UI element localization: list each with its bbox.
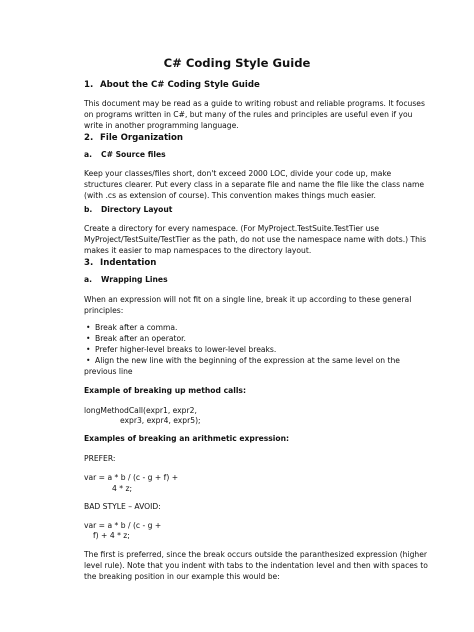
subsection-number: a. xyxy=(84,150,93,159)
paragraph-line: Keep your classes/files short, don't exceed 2000 LOC, divide your code up, make xyxy=(84,169,392,178)
subsection-label: Directory Layout xyxy=(101,205,173,214)
page-title: C# Coding Style Guide xyxy=(163,56,311,70)
section-3-heading xyxy=(84,258,156,269)
list-item-text: Prefer higher-level breaks to lower-level breaks. xyxy=(95,345,277,354)
paragraph-line: When an expression will not fit on a single line, break it up according to these general xyxy=(84,295,412,304)
code-line: f) + 4 * z; xyxy=(93,531,130,540)
example-heading: Example of breaking up method calls: xyxy=(84,386,246,395)
paragraph-line: The first is preferred, since the break occurs outside the paranthesized expression (higher xyxy=(84,550,428,559)
subsection-heading xyxy=(84,149,166,160)
code-label: BAD STYLE – AVOID: xyxy=(84,502,161,511)
paragraph-line: This document may be read as a guide to writing robust and reliable programs. It focuses xyxy=(84,99,425,108)
section-number: 1. xyxy=(84,80,94,90)
code-line: longMethodCall(expr1, expr2, xyxy=(84,406,197,415)
subsection-heading xyxy=(84,274,168,285)
list-item-text: Break after a comma. xyxy=(95,323,178,332)
list-item-text: Align the new line with the beginning of the expression at the same level on the xyxy=(95,356,400,365)
list-item xyxy=(86,333,186,344)
bullet-icon: • xyxy=(86,356,91,365)
code-label: PREFER: xyxy=(84,454,116,463)
list-item xyxy=(86,322,177,333)
bullet-icon: • xyxy=(86,345,91,354)
paragraph-line: Create a directory for every namespace. (For MyProject.TestSuite.TestTier use xyxy=(84,224,380,233)
section-2-heading xyxy=(84,133,183,144)
code-line: var = a * b / (c - g + xyxy=(84,521,162,530)
list-item-continuation: previous line xyxy=(84,367,133,376)
section-label: Indentation xyxy=(100,258,157,268)
section-label: About the C# Coding Style Guide xyxy=(100,80,260,90)
list-item xyxy=(86,355,400,366)
paragraph-line: MyProject/TestSuite/TestTier as the path, do not use the namespace name with dots.) This xyxy=(84,235,427,244)
paragraph-line: on programs written in C#, but many of the rules and principles are useful even if you xyxy=(84,110,413,119)
subsection-label: C# Source files xyxy=(101,150,166,159)
bullet-icon: • xyxy=(86,323,91,332)
paragraph-line: structures clearer. Put every class in a separate file and name the file like the class name xyxy=(84,180,425,189)
section-1-heading xyxy=(84,80,260,91)
subsection-number: a. xyxy=(84,275,93,284)
paragraph-line: the breaking position in our example this would be: xyxy=(84,572,280,581)
subsection-label: Wrapping Lines xyxy=(101,275,168,284)
section-number: 2. xyxy=(84,133,94,143)
bullet-icon: • xyxy=(86,334,91,343)
subsection-number: b. xyxy=(84,205,93,214)
paragraph-line: write in another programming language. xyxy=(84,121,239,130)
code-line: var = a * b / (c - g + f) + xyxy=(84,473,179,482)
example-heading: Examples of breaking an arithmetic expression: xyxy=(84,434,290,443)
section-number: 3. xyxy=(84,258,94,268)
section-label: File Organization xyxy=(100,133,184,143)
list-item xyxy=(86,344,276,355)
code-line: 4 * z; xyxy=(112,484,133,493)
subsection-heading xyxy=(84,204,172,215)
paragraph-line: (with .cs as extension of course). This convention makes things much easier. xyxy=(84,191,376,200)
code-line: expr3, expr4, expr5); xyxy=(120,416,201,425)
paragraph-line: makes it easier to map namespaces to the directory layout. xyxy=(84,246,312,255)
paragraph-line: principles: xyxy=(84,306,124,315)
list-item-text: Break after an operator. xyxy=(95,334,186,343)
paragraph-line: level rule). Note that you indent with tabs to the indentation level and then with spaces to xyxy=(84,561,428,570)
